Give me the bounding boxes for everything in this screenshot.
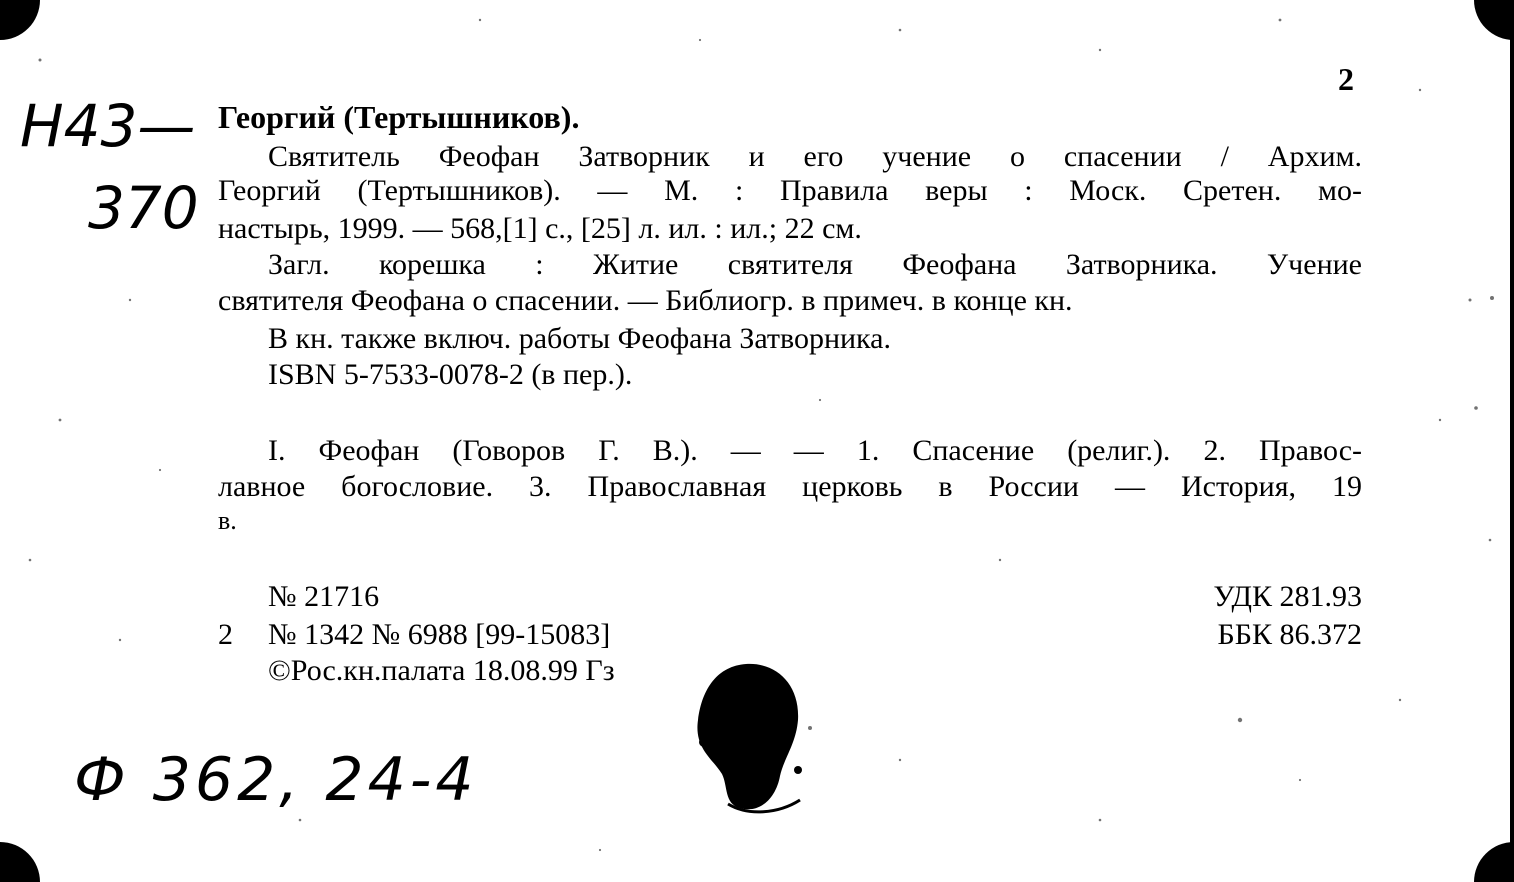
isbn: ISBN 5-7533-0078-2 (в пер.). [268,358,633,391]
card-corner [1474,0,1514,40]
note-line: Загл. корешка : Житие святителя Феофана Затворника. Учение [268,248,1362,281]
ink-blot [688,658,816,818]
card-heading: Георгий (Тертышников). [218,99,580,135]
card-corner [0,842,40,882]
tracing-line: в. [218,506,237,535]
page-number: 2 [1338,61,1354,97]
tracing-line: I. Феофан (Говоров Г. В.). — — 1. Спасение (религ.). 2. Правос- [268,434,1362,467]
card-corner [0,0,40,40]
copies-count: 2 [218,618,233,651]
card-corner [1474,842,1514,882]
record-number: № 21716 [268,580,380,613]
bbk-code: ББК 86.372 [1217,618,1362,651]
card-edge [1510,0,1514,882]
description-line: Святитель Феофан Затворник и его учение о спасении / Архим. [268,140,1362,173]
record-numbers: № 1342 № 6988 [99-15083] [268,618,611,651]
udc-code: УДК 281.93 [1213,580,1362,613]
note-line: В кн. также включ. работы Феофана Затворника. [268,322,891,355]
shelf-mark-line1: Н43— [20,92,196,160]
description-line: настырь, 1999. — 568,[1] с., [25] л. ил. : ил.; 22 см. [218,212,862,245]
tracing-line: лавное богословие. 3. Православная церковь в России — История, 19 [218,470,1362,503]
copyright-line: ©Рос.кн.палата 18.08.99 Гз [268,654,615,687]
inventory-mark: Ф 362, 24-4 [74,745,478,815]
shelf-mark-line2: 370 [88,174,199,242]
note-line: святителя Феофана о спасении. — Библиогр. в примеч. в конце кн. [218,284,1073,317]
description-line: Георгий (Тертышников). — М. : Правила веры : Моск. Сретен. мо- [218,174,1362,207]
